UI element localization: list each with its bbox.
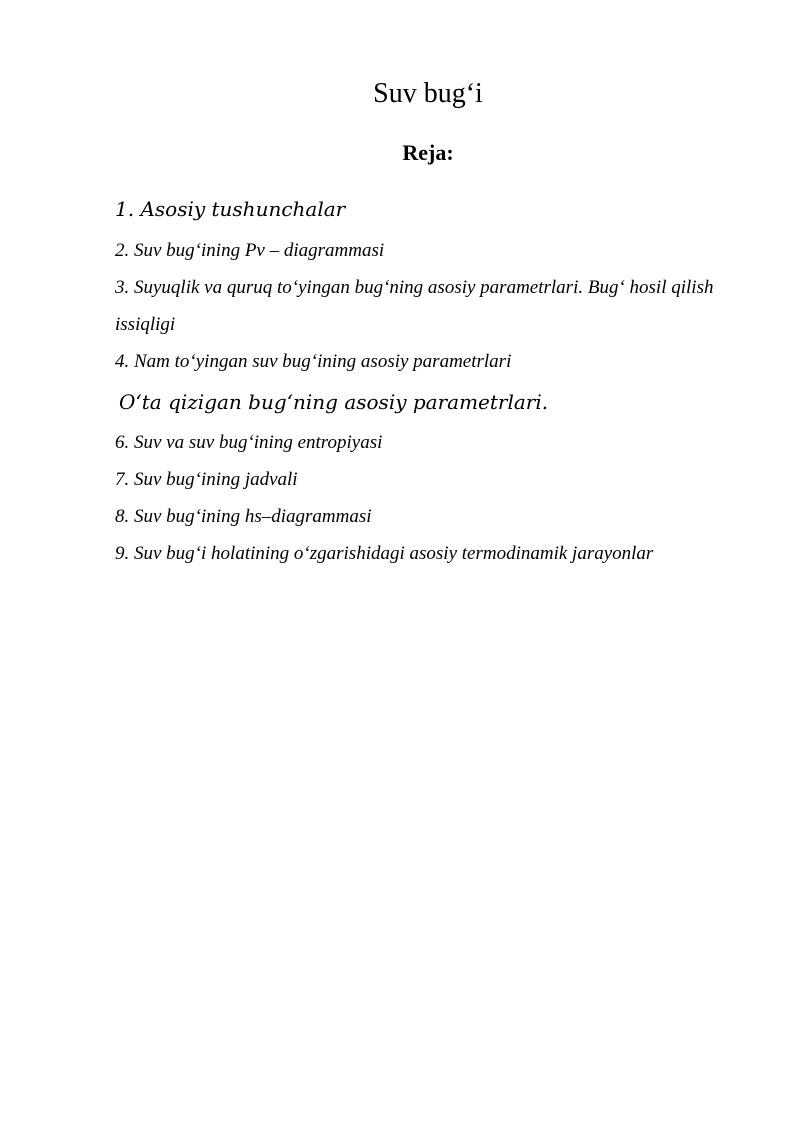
plan-item: 9. Suv bug‘i holatining o‘zgarishidagi asosiy termodinamik jarayonlar — [115, 543, 654, 564]
plan-item: O‘ta qizigan bug‘ning asosiy parametrlari. — [119, 390, 549, 414]
plan-item: 7. Suv bug‘ining jadvali — [115, 469, 298, 490]
plan-item: 6. Suv va suv bug‘ining entropiyasi — [115, 432, 383, 453]
plan-item: 3. Suyuqlik va quruq to‘yingan bug‘ning asosiy parametrlari. Bug‘ hosil qilish issiqligi — [115, 277, 714, 335]
plan-item: 8. Suv bug‘ining hs–diagrammasi — [115, 506, 372, 527]
plan-item: 1. Asosiy tushunchalar — [115, 197, 346, 221]
page-title: Suv bug‘i — [373, 78, 483, 109]
plan-heading: Reja: — [402, 140, 454, 165]
plan-item: 4. Nam to‘yingan suv bug‘ining asosiy parametrlari — [115, 351, 512, 372]
plan-item: 2. Suv bug‘ining Pv – diagrammasi — [115, 240, 385, 261]
